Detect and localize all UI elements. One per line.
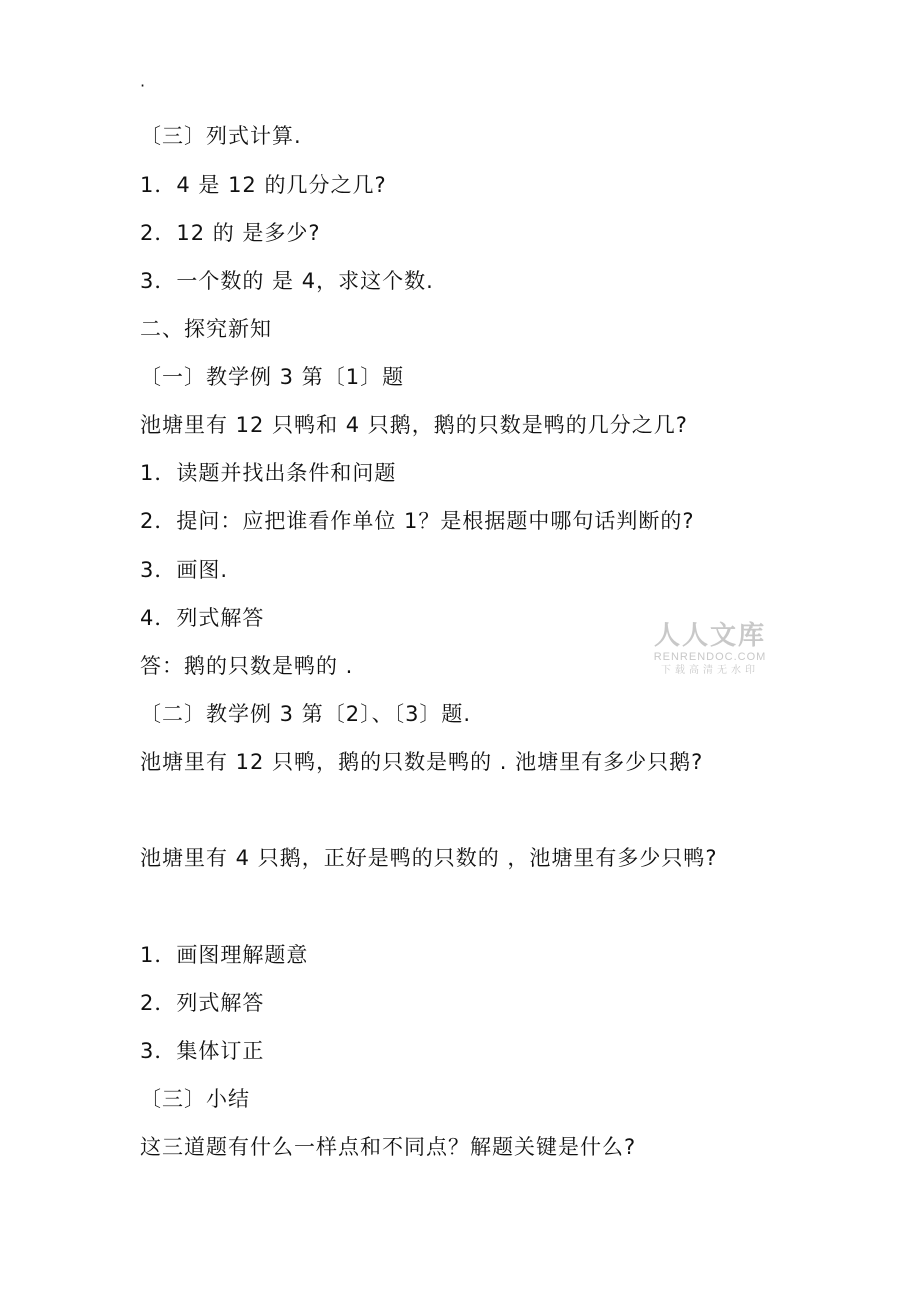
text-line: 这三道题有什么一样点和不同点？解题关键是什么? xyxy=(140,1135,637,1159)
text-line: 1．读题并找出条件和问题 xyxy=(140,461,397,485)
text-line: 1．画图理解题意 xyxy=(140,943,309,967)
watermark-url: RENRENDOC.COM xyxy=(653,651,767,663)
text-line: 2．列式解答 xyxy=(140,991,265,1015)
text-line: 2．提问：应把谁看作单位 1？是根据题中哪句话判断的? xyxy=(140,509,695,533)
section-heading: 〔一〕教学例 3 第〔1〕题 xyxy=(140,365,405,389)
problem-text: 池塘里有 12 只鸭和 4 只鹅，鹅的只数是鸭的几分之几? xyxy=(140,413,688,437)
text-line: 1．4 是 12 的几分之几? xyxy=(140,173,387,197)
watermark xyxy=(648,622,772,678)
section-heading: 〔二〕教学例 3 第〔2〕、〔3〕题. xyxy=(140,702,472,726)
answer-line: 答：鹅的只数是鸭的 . xyxy=(140,654,354,678)
text-line: 3．一个数的 是 4，求这个数. xyxy=(140,269,434,293)
section-heading: 二、探究新知 xyxy=(140,317,272,341)
watermark-title: 人人文库 xyxy=(653,621,766,651)
text-line: 4．列式解答 xyxy=(140,606,265,630)
problem-text: 池塘里有 12 只鸭，鹅的只数是鸭的 . 池塘里有多少只鹅? xyxy=(140,750,704,774)
text-line: 3．画图. xyxy=(140,558,229,582)
text-line: 3．集体订正 xyxy=(140,1039,265,1063)
section-heading: 〔三〕小结 xyxy=(140,1087,250,1111)
leading-mark: · xyxy=(140,76,146,95)
text-line: 2．12 的 是多少? xyxy=(140,221,321,245)
problem-text: 池塘里有 4 只鹅，正好是鸭的只数的 ，池塘里有多少只鸭? xyxy=(140,846,718,870)
section-heading: 〔三〕列式计算. xyxy=(140,124,302,148)
watermark-subtitle: 下载高清无水印 xyxy=(661,665,759,676)
